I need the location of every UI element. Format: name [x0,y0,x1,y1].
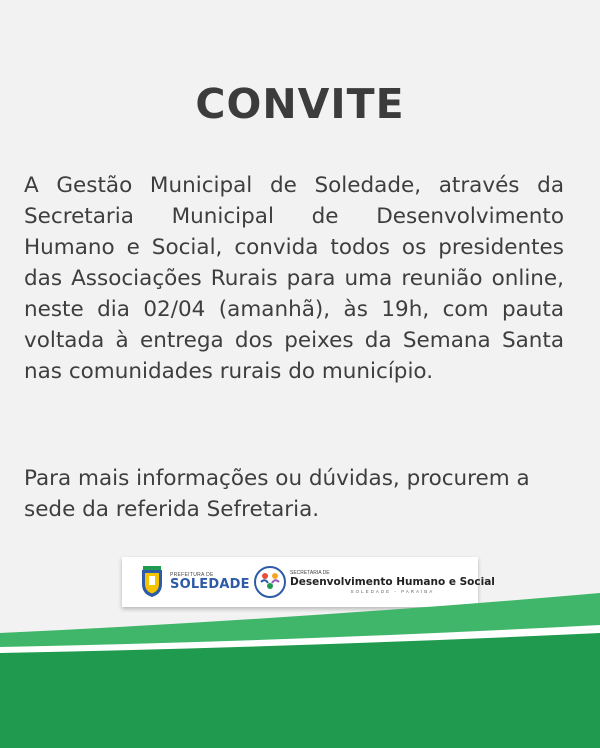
contact-paragraph: Para mais informações ou dúvidas, procurem a sede da referida Sefretaria. [24,466,530,522]
secretaria-location: SOLEDADE - PARAÍBA [350,588,435,594]
green-wave-decoration [0,585,600,748]
page-title: CONVITE [195,80,405,128]
invitation-paragraph: A Gestão Municipal de Soledade, através da Secretaria Municipal de Desenvolvimento Humano e Social, convida todos os presidentes das Associações Rurais para uma reunião online, neste dia 02/04 (amanhã), às 19h, com pauta voltada à entrega dos peixes da Semana Santa nas comunidades rurais do município. [24,173,564,384]
secretaria-caption: SECRETARIA DE [290,569,330,576]
prefeitura-name: SOLEDADE [170,577,250,592]
prefeitura-caption: PREFEITURA DE [170,572,214,578]
secretaria-name: Desenvolvimento Humano e Social [290,575,495,588]
